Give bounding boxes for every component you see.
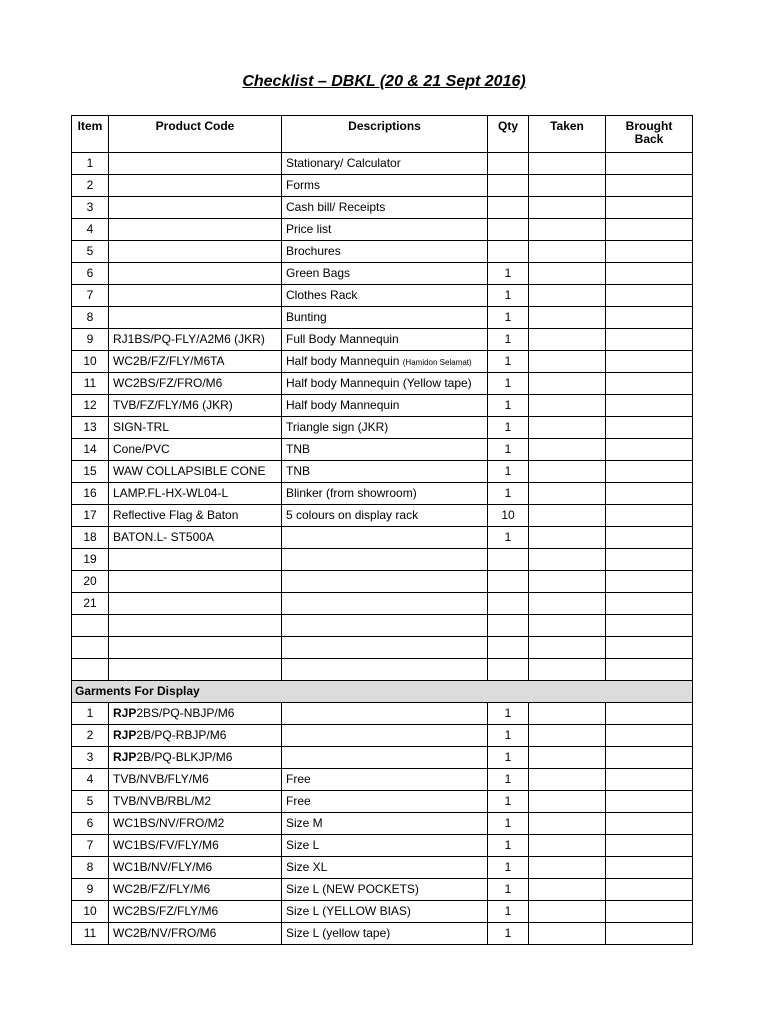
table-row [72, 197, 693, 219]
brought-back-cell [606, 593, 693, 615]
item-cell: 13 [72, 417, 109, 439]
description-text: Triangle sign (JKR) [286, 420, 389, 434]
table-row [72, 307, 693, 329]
description-cell [282, 219, 488, 241]
brought-back-cell [606, 879, 693, 901]
description-cell: Size M [282, 813, 488, 835]
product-code-cell: TVB/FZ/FLY/M6 (JKR) [109, 395, 282, 417]
taken-cell [529, 307, 606, 329]
qty-cell [488, 175, 529, 197]
taken-cell [529, 659, 606, 681]
qty-cell [488, 593, 529, 615]
item-cell: 6 [72, 263, 109, 285]
qty-cell: 1 [488, 901, 529, 923]
brought-back-cell [606, 285, 693, 307]
table-row [72, 571, 693, 593]
qty-cell: 1 [488, 395, 529, 417]
item-cell: 19 [72, 549, 109, 571]
qty-cell: 1 [488, 307, 529, 329]
taken-cell [529, 439, 606, 461]
product-code-cell [109, 549, 282, 571]
taken-cell [529, 175, 606, 197]
table-row [72, 241, 693, 263]
item-cell: 2 [72, 175, 109, 197]
product-code-text: WC1B/NV/FLY/M6 [113, 860, 213, 874]
taken-cell [529, 263, 606, 285]
table-row [72, 703, 693, 725]
description-cell: Size L (NEW POCKETS) [282, 879, 488, 901]
item-cell: 9 [72, 879, 109, 901]
taken-cell [529, 549, 606, 571]
qty-cell: 1 [488, 351, 529, 373]
description-cell: Size L (YELLOW BIAS) [282, 901, 488, 923]
taken-cell [529, 791, 606, 813]
product-code-cell [109, 219, 282, 241]
description-cell [282, 351, 488, 373]
taken-cell [529, 241, 606, 263]
item-cell: 8 [72, 307, 109, 329]
product-code-cell [109, 791, 282, 813]
brought-back-cell [606, 571, 693, 593]
product-code-text: WC2B/FZ/FLY/M6 [113, 882, 211, 896]
product-code-cell: RJ1BS/PQ-FLY/A2M6 (JKR) [109, 329, 282, 351]
description-text: Cash bill/ Receipts [286, 200, 386, 214]
table-row [72, 593, 693, 615]
brought-back-cell [606, 351, 693, 373]
garments-section [72, 681, 693, 703]
item-cell: 17 [72, 505, 109, 527]
taken-cell [529, 901, 606, 923]
checklist-body [72, 153, 693, 681]
product-code-text: WC1BS/NV/FRO/M2 [113, 816, 225, 830]
description-cell [282, 417, 488, 439]
product-code-text: TVB/NVB/FLY/M6 [113, 772, 209, 786]
qty-cell: 1 [488, 373, 529, 395]
garments-body [72, 703, 693, 945]
table-row [72, 439, 693, 461]
table-row [72, 549, 693, 571]
item-cell: 14 [72, 439, 109, 461]
item-cell: 4 [72, 219, 109, 241]
product-code-cell: WAW COLLAPSIBLE CONE [109, 461, 282, 483]
product-code-cell [109, 923, 282, 945]
brought-back-cell [606, 725, 693, 747]
description-text: Price list [286, 222, 332, 236]
description-text: Half body Mannequin [286, 398, 400, 412]
qty-cell: 1 [488, 329, 529, 351]
qty-cell: 1 [488, 527, 529, 549]
taken-cell [529, 923, 606, 945]
qty-cell: 1 [488, 725, 529, 747]
brought-back-cell [606, 175, 693, 197]
item-cell: 1 [72, 153, 109, 175]
product-code-cell [109, 835, 282, 857]
description-cell [282, 373, 488, 395]
item-cell: 9 [72, 329, 109, 351]
qty-cell [488, 219, 529, 241]
item-cell: 5 [72, 241, 109, 263]
item-cell: 11 [72, 923, 109, 945]
product-code-cell [109, 747, 282, 769]
product-code-cell: WC2B/FZ/FLY/M6TA [109, 351, 282, 373]
header-row [72, 116, 693, 153]
item-cell [72, 615, 109, 637]
description-cell [282, 153, 488, 175]
taken-cell [529, 725, 606, 747]
product-code-cell [109, 175, 282, 197]
description-cell [282, 527, 488, 549]
item-cell: 7 [72, 285, 109, 307]
description-text: Bunting [286, 310, 327, 324]
table-row [72, 285, 693, 307]
table-row [72, 923, 693, 945]
item-cell: 20 [72, 571, 109, 593]
table-row [72, 527, 693, 549]
description-text: TNB [286, 442, 310, 456]
brought-back-cell [606, 197, 693, 219]
qty-cell: 1 [488, 835, 529, 857]
product-code-cell [109, 153, 282, 175]
col-header-brought-back: Brought Back [606, 116, 693, 153]
qty-cell [488, 153, 529, 175]
product-code-text: 2BS/PQ-NBJP/M6 [136, 706, 235, 720]
brought-back-cell [606, 153, 693, 175]
table-row [72, 153, 693, 175]
description-cell [282, 483, 488, 505]
description-cell [282, 263, 488, 285]
item-cell: 18 [72, 527, 109, 549]
item-cell [72, 637, 109, 659]
product-code-text: WC2BS/FZ/FLY/M6 [113, 904, 219, 918]
qty-cell: 1 [488, 703, 529, 725]
taken-cell [529, 329, 606, 351]
description-cell [282, 329, 488, 351]
qty-cell: 1 [488, 813, 529, 835]
item-cell: 6 [72, 813, 109, 835]
product-code-cell [109, 857, 282, 879]
product-code-cell: SIGN-TRL [109, 417, 282, 439]
product-code-cell: LAMP.FL-HX-WL04-L [109, 483, 282, 505]
brought-back-cell [606, 439, 693, 461]
taken-cell [529, 197, 606, 219]
qty-cell: 1 [488, 263, 529, 285]
brought-back-cell [606, 813, 693, 835]
product-code-cell [109, 197, 282, 219]
item-cell: 4 [72, 769, 109, 791]
product-code-text: 2B/PQ-BLKJP/M6 [136, 750, 233, 764]
brought-back-cell [606, 923, 693, 945]
description-cell [282, 241, 488, 263]
taken-cell [529, 637, 606, 659]
table-row [72, 219, 693, 241]
product-code-cell: BATON.L- ST500A [109, 527, 282, 549]
product-code-cell: WC2BS/FZ/FRO/M6 [109, 373, 282, 395]
description-cell [282, 461, 488, 483]
qty-cell: 1 [488, 879, 529, 901]
item-cell: 11 [72, 373, 109, 395]
brought-back-cell [606, 263, 693, 285]
item-cell: 3 [72, 747, 109, 769]
description-cell [282, 307, 488, 329]
brought-back-cell [606, 307, 693, 329]
col-header-product-code: Product Code [109, 116, 282, 153]
table-row [72, 835, 693, 857]
product-code-cell [109, 241, 282, 263]
product-code-cell [109, 901, 282, 923]
description-text: Brochures [286, 244, 341, 258]
brought-back-cell [606, 373, 693, 395]
product-code-cell [109, 285, 282, 307]
brought-back-cell [606, 505, 693, 527]
description-cell [282, 725, 488, 747]
brought-back-cell [606, 637, 693, 659]
brought-back-cell [606, 659, 693, 681]
product-code-cell [109, 571, 282, 593]
table-row [72, 461, 693, 483]
product-code-cell [109, 879, 282, 901]
description-cell: Size XL [282, 857, 488, 879]
qty-cell [488, 615, 529, 637]
taken-cell [529, 351, 606, 373]
description-cell [282, 197, 488, 219]
taken-cell [529, 527, 606, 549]
description-text: 5 colours on display rack [286, 508, 419, 522]
table-row [72, 637, 693, 659]
table-row [72, 483, 693, 505]
brought-back-cell [606, 615, 693, 637]
table-row [72, 351, 693, 373]
item-cell: 5 [72, 791, 109, 813]
qty-cell [488, 549, 529, 571]
description-cell [282, 747, 488, 769]
taken-cell [529, 483, 606, 505]
product-code-text: WC2B/NV/FRO/M6 [113, 926, 217, 940]
taken-cell [529, 395, 606, 417]
table-row [72, 263, 693, 285]
product-code-text: WC1BS/FV/FLY/M6 [113, 838, 219, 852]
description-cell: Size L (yellow tape) [282, 923, 488, 945]
table-row [72, 857, 693, 879]
document-title: Checklist – DBKL (20 & 21 Sept 2016) [242, 73, 526, 90]
brought-back-cell [606, 483, 693, 505]
item-cell: 2 [72, 725, 109, 747]
section-title: Garments For Display [72, 681, 693, 703]
product-code-cell [109, 637, 282, 659]
qty-cell [488, 197, 529, 219]
brought-back-cell [606, 747, 693, 769]
taken-cell [529, 747, 606, 769]
product-code-cell [109, 725, 282, 747]
section-row [72, 681, 693, 703]
description-cell [282, 571, 488, 593]
product-code-cell: Reflective Flag & Baton [109, 505, 282, 527]
item-cell: 10 [72, 351, 109, 373]
description-cell [282, 659, 488, 681]
item-cell: 8 [72, 857, 109, 879]
description-text: Half body Mannequin (Yellow tape) [286, 376, 472, 390]
brought-back-cell [606, 703, 693, 725]
taken-cell [529, 835, 606, 857]
product-code-prefix: RJP [113, 706, 137, 720]
taken-cell [529, 879, 606, 901]
taken-cell [529, 285, 606, 307]
qty-cell [488, 241, 529, 263]
table-row [72, 373, 693, 395]
taken-cell [529, 813, 606, 835]
table-row [72, 725, 693, 747]
item-cell: 12 [72, 395, 109, 417]
description-text: Blinker (from showroom) [286, 486, 417, 500]
brought-back-cell [606, 549, 693, 571]
brought-back-cell [606, 857, 693, 879]
description-cell [282, 593, 488, 615]
brought-back-cell [606, 395, 693, 417]
description-cell: Free [282, 791, 488, 813]
brought-back-cell [606, 461, 693, 483]
table-row [72, 879, 693, 901]
description-text: TNB [286, 464, 310, 478]
product-code-cell [109, 593, 282, 615]
description-text: Stationary/ Calculator [286, 156, 401, 170]
product-code-cell: Cone/PVC [109, 439, 282, 461]
brought-back-cell [606, 901, 693, 923]
description-cell [282, 439, 488, 461]
table-row [72, 175, 693, 197]
qty-cell: 1 [488, 461, 529, 483]
item-cell: 1 [72, 703, 109, 725]
brought-back-cell [606, 241, 693, 263]
table-row [72, 659, 693, 681]
checklist-table [71, 115, 693, 945]
description-cell [282, 637, 488, 659]
table-row [72, 395, 693, 417]
taken-cell [529, 153, 606, 175]
description-cell [282, 505, 488, 527]
description-cell [282, 395, 488, 417]
item-cell: 3 [72, 197, 109, 219]
product-code-cell [109, 659, 282, 681]
col-header-taken: Taken [529, 116, 606, 153]
product-code-cell [109, 615, 282, 637]
qty-cell: 1 [488, 791, 529, 813]
table-row [72, 329, 693, 351]
product-code-cell [109, 307, 282, 329]
taken-cell [529, 703, 606, 725]
taken-cell [529, 461, 606, 483]
description-cell [282, 615, 488, 637]
taken-cell [529, 769, 606, 791]
description-cell [282, 549, 488, 571]
description-cell [282, 703, 488, 725]
taken-cell [529, 615, 606, 637]
description-cell [282, 285, 488, 307]
description-text: Green Bags [286, 266, 351, 280]
description-cell: Size L [282, 835, 488, 857]
qty-cell: 1 [488, 483, 529, 505]
qty-cell [488, 659, 529, 681]
description-cell [282, 175, 488, 197]
taken-cell [529, 417, 606, 439]
taken-cell [529, 571, 606, 593]
brought-back-cell [606, 769, 693, 791]
item-cell: 16 [72, 483, 109, 505]
qty-cell [488, 571, 529, 593]
taken-cell [529, 373, 606, 395]
qty-cell: 1 [488, 285, 529, 307]
brought-back-cell [606, 329, 693, 351]
item-cell: 7 [72, 835, 109, 857]
qty-cell: 1 [488, 439, 529, 461]
brought-back-cell [606, 527, 693, 549]
brought-back-cell [606, 835, 693, 857]
description-text: Full Body Mannequin [286, 332, 399, 346]
taken-cell [529, 593, 606, 615]
table-row [72, 813, 693, 835]
taken-cell [529, 219, 606, 241]
brought-back-cell [606, 219, 693, 241]
product-code-prefix: RJP [113, 728, 137, 742]
brought-back-cell [606, 791, 693, 813]
brought-back-cell [606, 417, 693, 439]
table-row [72, 615, 693, 637]
table-row [72, 791, 693, 813]
qty-cell: 1 [488, 769, 529, 791]
description-note: (Hamidon Selamat) [402, 357, 472, 367]
col-header-descriptions: Descriptions [282, 116, 488, 153]
product-code-cell [109, 813, 282, 835]
product-code-text: 2B/PQ-RBJP/M6 [136, 728, 227, 742]
table-row [72, 417, 693, 439]
table-row [72, 769, 693, 791]
qty-cell: 1 [488, 417, 529, 439]
table-row [72, 747, 693, 769]
qty-cell [488, 637, 529, 659]
item-cell: 21 [72, 593, 109, 615]
qty-cell: 1 [488, 923, 529, 945]
description-text: Clothes Rack [286, 288, 358, 302]
description-text: Half body Mannequin [286, 353, 400, 368]
table-row [72, 901, 693, 923]
item-cell: 10 [72, 901, 109, 923]
taken-cell [529, 857, 606, 879]
product-code-cell [109, 263, 282, 285]
col-header-item: Item [72, 116, 109, 153]
qty-cell: 1 [488, 747, 529, 769]
qty-cell: 10 [488, 505, 529, 527]
product-code-text: TVB/NVB/RBL/M2 [113, 794, 212, 808]
product-code-cell [109, 769, 282, 791]
description-cell: Free [282, 769, 488, 791]
item-cell: 15 [72, 461, 109, 483]
table-row [72, 505, 693, 527]
product-code-cell [109, 703, 282, 725]
product-code-prefix: RJP [113, 750, 137, 764]
description-text: Forms [286, 178, 320, 192]
taken-cell [529, 505, 606, 527]
qty-cell: 1 [488, 857, 529, 879]
col-header-qty: Qty [488, 116, 529, 153]
item-cell [72, 659, 109, 681]
